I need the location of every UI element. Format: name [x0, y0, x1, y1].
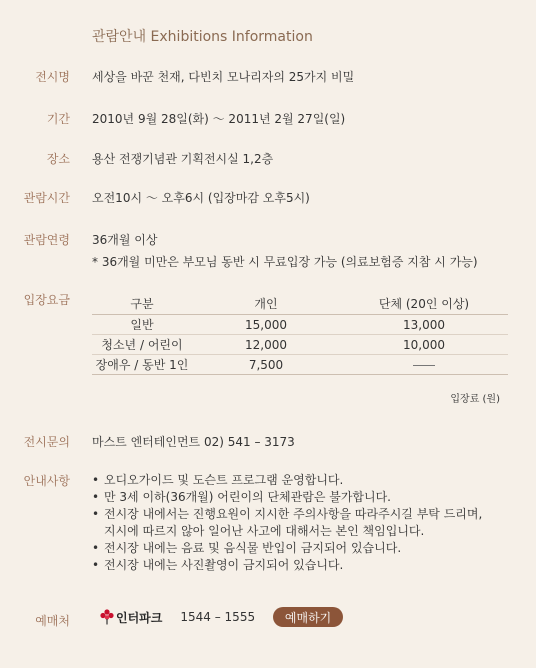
guide-list-wrap	[92, 472, 482, 574]
hours-label: 관람시간	[23, 191, 70, 205]
fee-label: 입장요금	[23, 293, 70, 307]
fee-individual: 12,000	[192, 335, 340, 355]
guide-item-continuation: 지시에 따르지 않아 일어난 사고에 대해서는 본인 책임입니다.	[104, 524, 425, 538]
guide-item-text: 전시장 내에는 음료 및 음식물 반입이 금지되어 있습니다.	[104, 541, 402, 555]
fee-unit: 입장료 (원)	[450, 394, 500, 405]
interpark-logo[interactable]	[100, 609, 162, 626]
table-row	[92, 315, 508, 335]
booking-label: 예매처	[35, 614, 70, 628]
age-requirement: 36개월 이상	[92, 233, 158, 247]
contact-value: 마스트 엔터테인먼트 02) 541 – 3173	[92, 435, 295, 449]
exhibition-label: 전시명	[35, 70, 70, 84]
fee-header-category: 구분	[92, 292, 192, 315]
booking-phone: 1544 – 1555	[180, 610, 256, 624]
age-label: 관람연령	[23, 233, 70, 247]
fee-header-individual: 개인	[192, 292, 340, 315]
list-item	[92, 540, 482, 557]
bullet: •	[92, 473, 100, 487]
booking-row	[100, 606, 343, 628]
hours-value: 오전10시 ～ 오후6시 (입장마감 오후5시)	[92, 191, 310, 205]
fee-table-header	[92, 292, 508, 315]
age-note: * 36개월 미만은 부모님 동반 시 무료입장 가능 (의료보험증 지참 시 가능)	[92, 255, 478, 269]
list-item	[92, 506, 482, 540]
guide-item-text: 만 3세 이하(36개월) 어린이의 단체관람은 불가합니다.	[104, 490, 391, 504]
guide-list	[92, 472, 482, 574]
book-button[interactable]: 예매하기	[273, 607, 343, 627]
fee-group-none	[340, 355, 508, 375]
guide-label: 안내사항	[23, 474, 70, 488]
page-title: 관람안내 Exhibitions Information	[92, 29, 313, 45]
interpark-flower-icon	[100, 609, 114, 625]
place-value: 용산 전쟁기념관 기획전시실 1,2층	[92, 152, 274, 166]
dash-line	[413, 365, 435, 366]
contact-label: 전시문의	[23, 435, 70, 449]
fee-group: 13,000	[340, 315, 508, 335]
exhibition-value: 세상을 바꾼 천재, 다빈치 모나리자의 25가지 비밀	[92, 70, 355, 84]
guide-item-text: 전시장 내에서는 진행요원이 지시한 주의사항을 따라주시길 부탁 드리며,	[104, 507, 483, 521]
list-item	[92, 472, 482, 489]
fee-group: 10,000	[340, 335, 508, 355]
bullet: •	[92, 490, 100, 504]
period-value: 2010년 9월 28일(화) ～ 2011년 2월 27일(일)	[92, 112, 346, 126]
guide-item-text: 오디오가이드 및 도슨트 프로그램 운영합니다.	[104, 473, 344, 487]
fee-individual: 7,500	[192, 355, 340, 375]
table-row	[92, 355, 508, 375]
fee-table	[92, 292, 508, 375]
fee-category: 장애우 / 동반 1인	[92, 355, 192, 375]
guide-item-text: 전시장 내에는 사진촬영이 금지되어 있습니다.	[104, 558, 344, 572]
fee-category: 청소년 / 어린이	[92, 335, 192, 355]
list-item	[92, 557, 482, 574]
bullet: •	[92, 507, 100, 521]
bullet: •	[92, 558, 100, 572]
fee-category: 일반	[92, 315, 192, 335]
table-row	[92, 335, 508, 355]
age-value	[92, 231, 478, 270]
place-label: 장소	[46, 152, 70, 166]
fee-individual: 15,000	[192, 315, 340, 335]
list-item	[92, 489, 482, 506]
bullet: •	[92, 541, 100, 555]
vendor-name: 인터파크	[116, 610, 163, 625]
fee-header-group: 단체 (20인 이상)	[340, 292, 508, 315]
period-label: 기간	[46, 112, 70, 126]
